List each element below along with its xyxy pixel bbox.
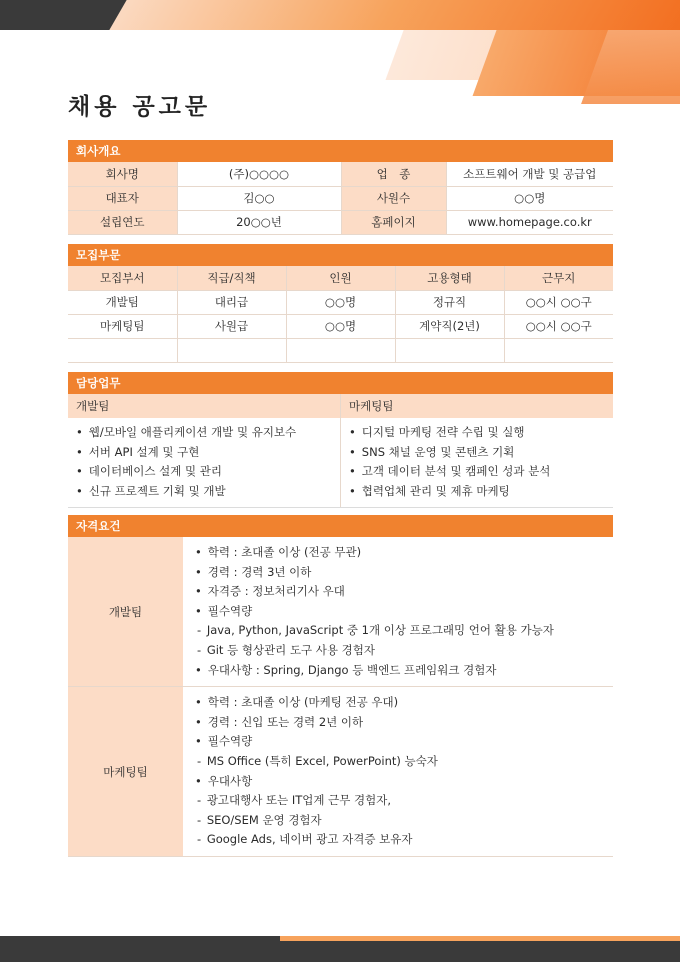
- recruitment-heading: 모집부문: [68, 244, 613, 266]
- list-item: • 서버 API 설계 및 구현: [76, 443, 340, 463]
- column-header: 인원: [286, 266, 395, 290]
- table-cell: ○○시 ○○구: [504, 290, 613, 314]
- company-table: [68, 162, 613, 235]
- company-value: ○○명: [446, 186, 613, 210]
- footer-decoration: [0, 936, 680, 962]
- qualifications-section: [68, 515, 613, 857]
- table-row: [68, 210, 613, 234]
- column-header: 직급/직책: [177, 266, 286, 290]
- table-cell: 정규직: [395, 290, 504, 314]
- table-cell: 마케팅팀: [68, 314, 177, 338]
- company-label: 설립연도: [68, 210, 177, 234]
- list-item: • 고객 데이터 분석 및 캠페인 성과 분석: [349, 462, 613, 482]
- table-cell: [395, 338, 504, 362]
- list-item: • 우대사항: [195, 772, 613, 792]
- company-value: 김○○: [177, 186, 341, 210]
- recruitment-table: [68, 266, 613, 363]
- table-cell: ○○명: [286, 290, 395, 314]
- duties-dev-label: 개발팀: [68, 394, 341, 418]
- list-item: • 우대사항 : Spring, Django 등 백엔드 프레임워크 경험자: [195, 661, 613, 681]
- list-item: • 학력 : 초대졸 이상 (마케팅 전공 우대): [195, 693, 613, 713]
- company-overview-section: [68, 140, 613, 235]
- list-item: • 데이터베이스 설계 및 관리: [76, 462, 340, 482]
- table-row: [68, 186, 613, 210]
- company-value: 20○○년: [177, 210, 341, 234]
- duties-mkt-label: 마케팅팀: [341, 394, 613, 418]
- company-label: 업 종: [341, 162, 446, 186]
- table-row: [68, 314, 613, 338]
- qualifications-mkt-row: [68, 687, 613, 857]
- qualifications-dev-row: [68, 537, 613, 687]
- table-cell: ○○시 ○○구: [504, 314, 613, 338]
- table-cell: [286, 338, 395, 362]
- list-item: - Git 등 형상관리 도구 사용 경험자: [195, 641, 613, 661]
- column-header: 근무지: [504, 266, 613, 290]
- qualifications-mkt-list: [183, 687, 613, 856]
- page-title: 채용 공고문: [68, 94, 212, 120]
- company-label: 사원수: [341, 186, 446, 210]
- list-item: • 필수역량: [195, 732, 613, 752]
- qualifications-dev-list: [183, 537, 613, 686]
- duties-mkt-list: [341, 418, 613, 507]
- list-item: - MS Office (특히 Excel, PowerPoint) 능숙자: [195, 752, 613, 772]
- column-header: 고용형태: [395, 266, 504, 290]
- table-cell: 대리급: [177, 290, 286, 314]
- company-value: 소프트웨어 개발 및 공급업: [446, 162, 613, 186]
- list-item: - 광고대행사 또는 IT업계 근무 경험자,: [195, 791, 613, 811]
- qualifications-dev-label: 개발팀: [68, 537, 183, 686]
- table-cell: ○○명: [286, 314, 395, 338]
- table-cell: 계약직(2년): [395, 314, 504, 338]
- table-cell: [68, 338, 177, 362]
- duties-dev-list: [68, 418, 341, 507]
- table-header-row: [68, 266, 613, 290]
- qualifications-mkt-label: 마케팅팀: [68, 687, 183, 856]
- table-row: [68, 162, 613, 186]
- list-item: • 디지털 마케팅 전략 수립 및 실행: [349, 423, 613, 443]
- duties-heading: 담당업무: [68, 372, 613, 394]
- qualifications-heading: 자격요건: [68, 515, 613, 537]
- company-value: (주)○○○○: [177, 162, 341, 186]
- company-value: www.homepage.co.kr: [446, 210, 613, 234]
- list-item: • 협력업체 관리 및 제휴 마케팅: [349, 482, 613, 502]
- company-label: 홈페이지: [341, 210, 446, 234]
- list-item: • 자격증 : 정보처리기사 우대: [195, 582, 613, 602]
- duties-section: [68, 372, 613, 508]
- list-item: • 경력 : 신입 또는 경력 2년 이하: [195, 713, 613, 733]
- list-item: • 웹/모바일 애플리케이션 개발 및 유지보수: [76, 423, 340, 443]
- recruitment-section: [68, 244, 613, 363]
- table-cell: 사원급: [177, 314, 286, 338]
- company-label: 회사명: [68, 162, 177, 186]
- list-item: - Java, Python, JavaScript 중 1개 이상 프로그래밍 언어 활용 가능자: [195, 621, 613, 641]
- table-row: [68, 290, 613, 314]
- list-item: • SNS 채널 운영 및 콘텐츠 기획: [349, 443, 613, 463]
- list-item: • 경력 : 경력 3년 이하: [195, 563, 613, 583]
- list-item: - SEO/SEM 운영 경험자: [195, 811, 613, 831]
- list-item: • 학력 : 초대졸 이상 (전공 무관): [195, 543, 613, 563]
- list-item: • 필수역량: [195, 602, 613, 622]
- list-item: - Google Ads, 네이버 광고 자격증 보유자: [195, 830, 613, 850]
- table-row: [68, 338, 613, 362]
- column-header: 모집부서: [68, 266, 177, 290]
- table-cell: [504, 338, 613, 362]
- company-label: 대표자: [68, 186, 177, 210]
- company-overview-heading: 회사개요: [68, 140, 613, 162]
- table-cell: [177, 338, 286, 362]
- list-item: • 신규 프로젝트 기획 및 개발: [76, 482, 340, 502]
- table-cell: 개발팀: [68, 290, 177, 314]
